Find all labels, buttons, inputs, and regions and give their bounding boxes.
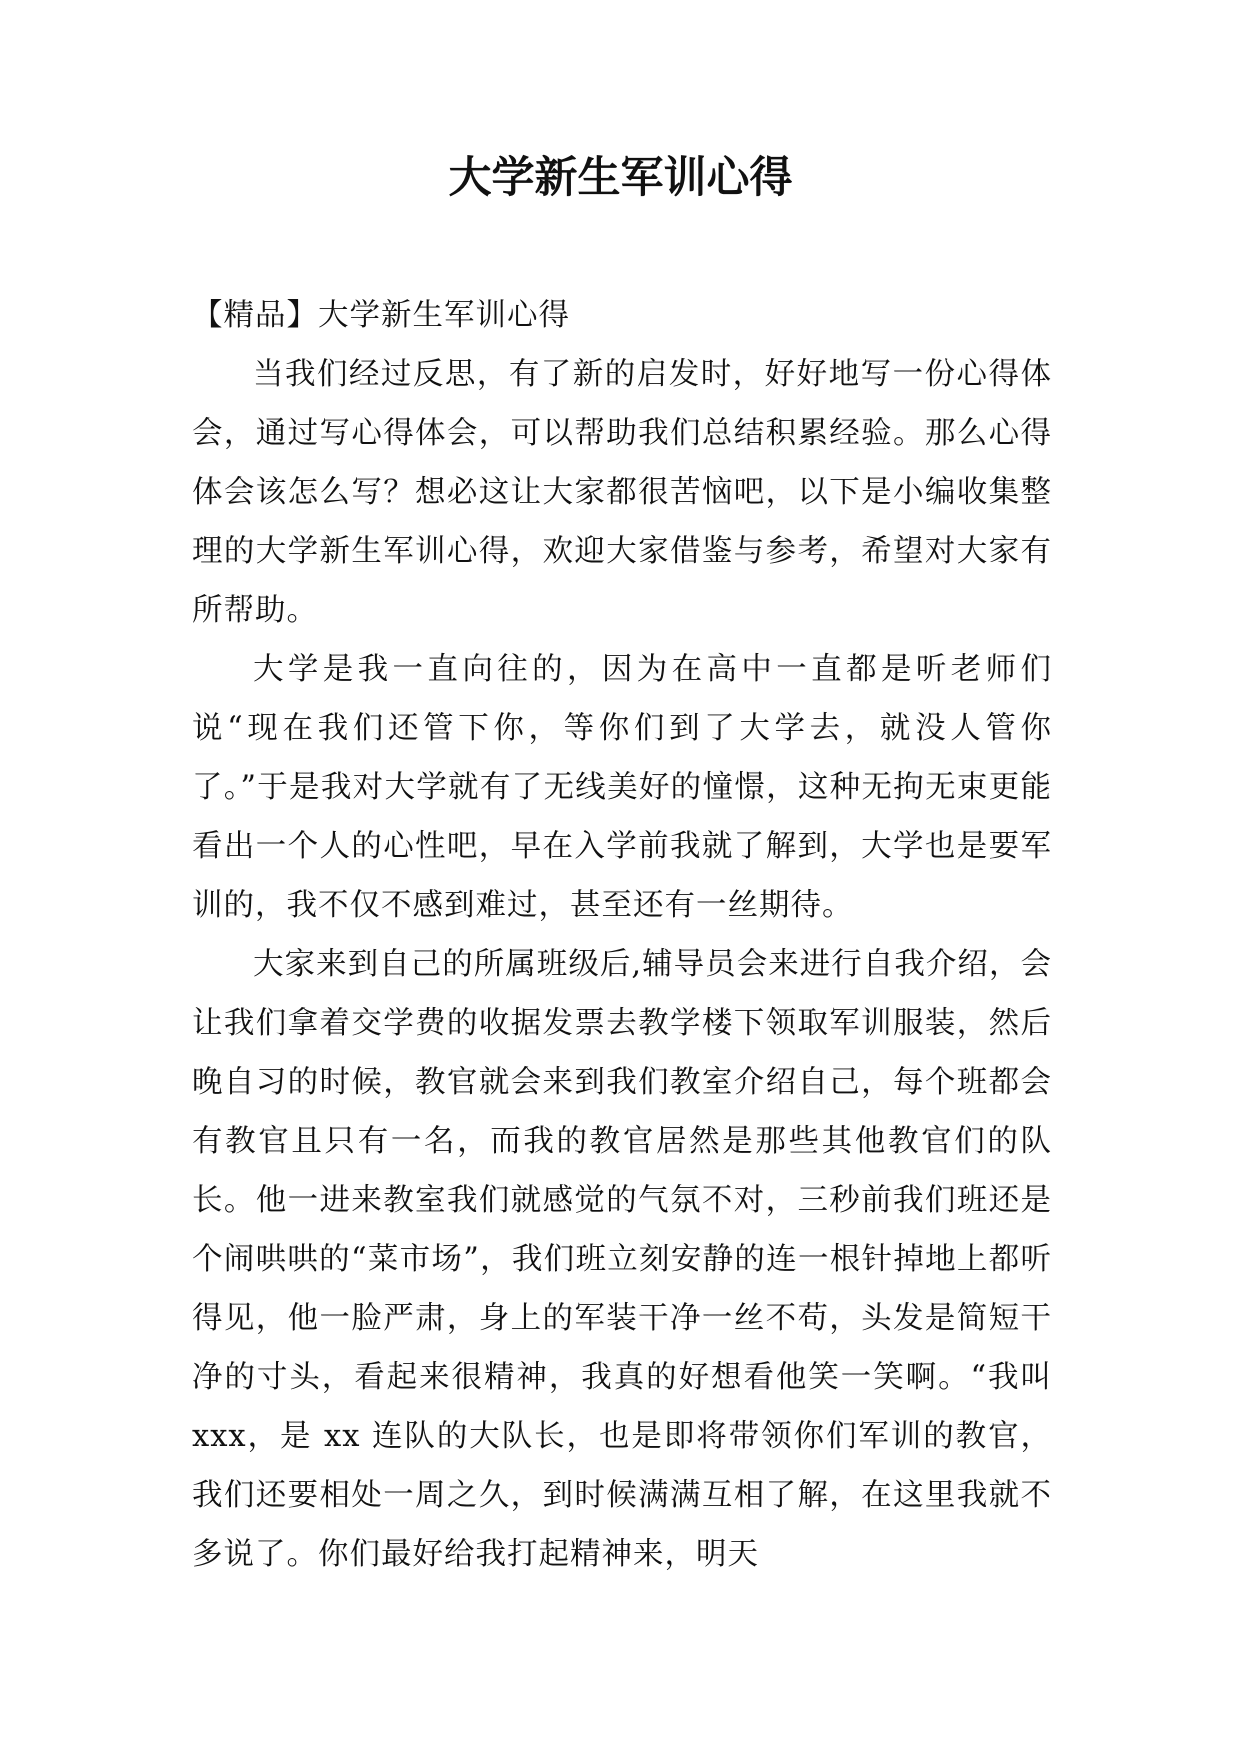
document-body (192, 286, 1052, 1584)
document-title: 大学新生军训心得 (448, 153, 793, 203)
paragraph-1: 当我们经过反思，有了新的启发时，好好地写一份心得体会，通过写心得体会，可以帮助我们总结积累经验。那么心得体会该怎么写？想必这让大家都很苦恼吧，以下是小编收集整理的大学新生军训心得，欢迎大家借鉴与参考，希望对大家有所帮助。 (192, 357, 1052, 628)
paragraph-2: 大学是我一直向往的，因为在高中一直都是听老师们说“现在我们还管下你，等你们到了大学去，就没人管你了。”于是我对大学就有了无线美好的憧憬，这种无拘无束更能看出一个人的心性吧，早在入学前我就了解到，大学也是要军训的，我不仅不感到难过，甚至还有一丝期待。 (192, 652, 1052, 923)
paragraph-3: 大家来到自己的所属班级后,辅导员会来进行自我介绍，会让我们拿着交学费的收据发票去教学楼下领取军训服装，然后晚自习的时候，教官就会来到我们教室介绍自己，每个班都会有教官且只有一名，而我的教官居然是那些其他教官们的队长。他一进来教室我们就感觉的气氛不对，三秒前我们班还是个闹哄哄的“菜市场”，我们班立刻安静的连一根针掉地上都听得见，他一脸严肃，身上的军装干净一丝不苟，头发是简短干净的寸头，看起来很精神，我真的好想看他笑一笑啊。“我叫 xxx，是 xx 连队的大队长，也是即将带领你们军训的教官，我们还要相处一周之久，到时候满满互相了解，在这里我就不多说了。你们最好给我打起精神来，明天 (192, 947, 1052, 1572)
document-subtitle: 【精品】大学新生军训心得 (192, 298, 570, 333)
